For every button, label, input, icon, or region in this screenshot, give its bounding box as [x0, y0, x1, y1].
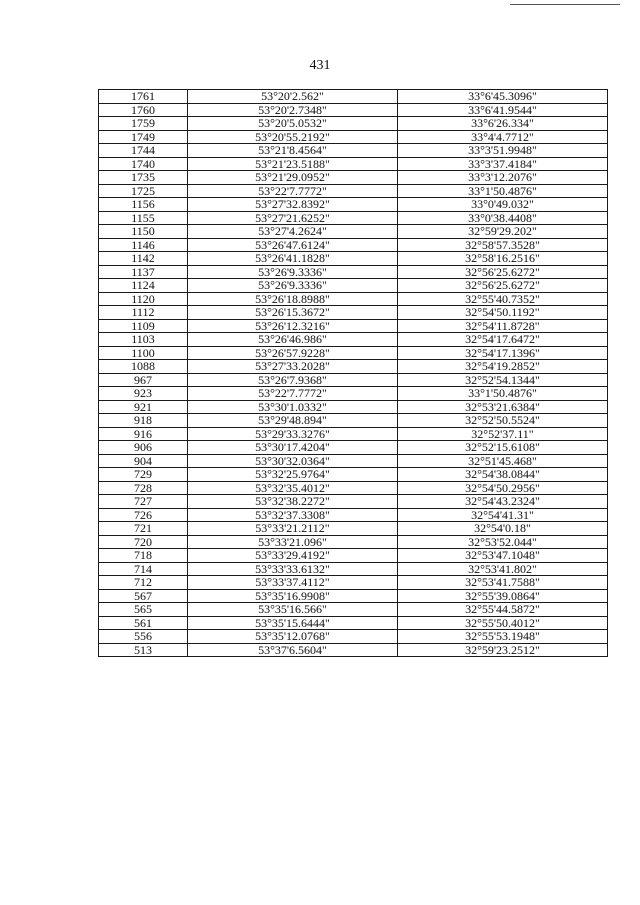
longitude-cell: 33°1'50.4876" — [398, 184, 608, 198]
latitude-cell: 53°20'2.562" — [188, 90, 398, 104]
longitude-cell: 32°54'11.8728" — [398, 319, 608, 333]
table-row — [99, 346, 608, 360]
longitude-cell: 32°53'41.802" — [398, 562, 608, 576]
longitude-cell: 32°54'0.18" — [398, 522, 608, 536]
latitude-cell: 53°26'9.3336" — [188, 265, 398, 279]
longitude-cell: 32°51'45.468" — [398, 454, 608, 468]
table-row — [99, 603, 608, 617]
longitude-cell: 32°52'37.11" — [398, 427, 608, 441]
point-id-cell: 513 — [99, 643, 188, 657]
longitude-cell: 32°53'21.6384" — [398, 400, 608, 414]
latitude-cell: 53°32'38.2272" — [188, 495, 398, 509]
point-id-cell: 916 — [99, 427, 188, 441]
table-row — [99, 184, 608, 198]
table-row — [99, 643, 608, 657]
longitude-cell: 32°58'57.3528" — [398, 238, 608, 252]
point-id-cell: 1156 — [99, 198, 188, 212]
point-id-cell: 561 — [99, 616, 188, 630]
longitude-cell: 32°55'40.7352" — [398, 292, 608, 306]
latitude-cell: 53°26'18.8988" — [188, 292, 398, 306]
table-row — [99, 103, 608, 117]
point-id-cell: 1155 — [99, 211, 188, 225]
longitude-cell: 32°56'25.6272" — [398, 279, 608, 293]
latitude-cell: 53°30'17.4204" — [188, 441, 398, 455]
point-id-cell: 1137 — [99, 265, 188, 279]
table-row — [99, 427, 608, 441]
latitude-cell: 53°27'21.6252" — [188, 211, 398, 225]
point-id-cell: 718 — [99, 549, 188, 563]
longitude-cell: 32°55'39.0864" — [398, 589, 608, 603]
longitude-cell: 33°6'45.3096" — [398, 90, 608, 104]
latitude-cell: 53°26'9.3336" — [188, 279, 398, 293]
longitude-cell: 32°54'50.1192" — [398, 306, 608, 320]
longitude-cell: 33°1'50.4876" — [398, 387, 608, 401]
longitude-cell: 32°56'25.6272" — [398, 265, 608, 279]
point-id-cell: 1100 — [99, 346, 188, 360]
coordinates-table — [98, 89, 608, 657]
table-row — [99, 535, 608, 549]
table-row — [99, 400, 608, 414]
latitude-cell: 53°27'33.2028" — [188, 360, 398, 374]
table-row — [99, 373, 608, 387]
longitude-cell: 32°53'47.1048" — [398, 549, 608, 563]
latitude-cell: 53°20'2.7348" — [188, 103, 398, 117]
table-row — [99, 157, 608, 171]
point-id-cell: 1759 — [99, 117, 188, 131]
longitude-cell: 33°0'38.4408" — [398, 211, 608, 225]
longitude-cell: 32°54'41.31" — [398, 508, 608, 522]
table-row — [99, 454, 608, 468]
table-row — [99, 198, 608, 212]
point-id-cell: 1112 — [99, 306, 188, 320]
longitude-cell: 32°59'29.202" — [398, 225, 608, 239]
latitude-cell: 53°21'8.4564" — [188, 144, 398, 158]
point-id-cell: 918 — [99, 414, 188, 428]
longitude-cell: 33°4'4.7712" — [398, 130, 608, 144]
latitude-cell: 53°33'21.2112" — [188, 522, 398, 536]
latitude-cell: 53°26'46.986" — [188, 333, 398, 347]
latitude-cell: 53°33'33.6132" — [188, 562, 398, 576]
point-id-cell: 567 — [99, 589, 188, 603]
latitude-cell: 53°30'1.0332" — [188, 400, 398, 414]
point-id-cell: 1124 — [99, 279, 188, 293]
longitude-cell: 32°52'15.6108" — [398, 441, 608, 455]
point-id-cell: 721 — [99, 522, 188, 536]
point-id-cell: 1740 — [99, 157, 188, 171]
latitude-cell: 53°35'15.6444" — [188, 616, 398, 630]
longitude-cell: 32°53'41.7588" — [398, 576, 608, 590]
point-id-cell: 906 — [99, 441, 188, 455]
point-id-cell: 1725 — [99, 184, 188, 198]
table-row — [99, 306, 608, 320]
latitude-cell: 53°32'35.4012" — [188, 481, 398, 495]
table-row — [99, 387, 608, 401]
point-id-cell: 1735 — [99, 171, 188, 185]
point-id-cell: 712 — [99, 576, 188, 590]
latitude-cell: 53°29'33.3276" — [188, 427, 398, 441]
longitude-cell: 32°53'52.044" — [398, 535, 608, 549]
latitude-cell: 53°26'12.3216" — [188, 319, 398, 333]
table-row — [99, 589, 608, 603]
point-id-cell: 728 — [99, 481, 188, 495]
table-row — [99, 279, 608, 293]
table-row — [99, 360, 608, 374]
table-row — [99, 495, 608, 509]
longitude-cell: 32°54'17.1396" — [398, 346, 608, 360]
coordinates-table-body — [99, 90, 608, 657]
table-row — [99, 576, 608, 590]
latitude-cell: 53°26'47.6124" — [188, 238, 398, 252]
table-row — [99, 414, 608, 428]
table-row — [99, 333, 608, 347]
latitude-cell: 53°22'7.7772" — [188, 387, 398, 401]
latitude-cell: 53°21'29.0952" — [188, 171, 398, 185]
table-row — [99, 265, 608, 279]
point-id-cell: 1744 — [99, 144, 188, 158]
point-id-cell: 1146 — [99, 238, 188, 252]
latitude-cell: 53°35'12.0768" — [188, 630, 398, 644]
longitude-cell: 33°3'12.2076" — [398, 171, 608, 185]
table-row — [99, 252, 608, 266]
table-row — [99, 292, 608, 306]
longitude-cell: 33°3'37.4184" — [398, 157, 608, 171]
longitude-cell: 32°55'53.1948" — [398, 630, 608, 644]
table-row — [99, 562, 608, 576]
point-id-cell: 921 — [99, 400, 188, 414]
table-row — [99, 211, 608, 225]
longitude-cell: 32°52'54.1344" — [398, 373, 608, 387]
latitude-cell: 53°26'7.9368" — [188, 373, 398, 387]
point-id-cell: 967 — [99, 373, 188, 387]
latitude-cell: 53°26'57.9228" — [188, 346, 398, 360]
point-id-cell: 565 — [99, 603, 188, 617]
latitude-cell: 53°22'7.7772" — [188, 184, 398, 198]
latitude-cell: 53°30'32.0364" — [188, 454, 398, 468]
table-row — [99, 481, 608, 495]
table-row — [99, 441, 608, 455]
latitude-cell: 53°35'16.566" — [188, 603, 398, 617]
table-row — [99, 630, 608, 644]
longitude-cell: 33°6'41.9544" — [398, 103, 608, 117]
table-row — [99, 171, 608, 185]
point-id-cell: 1150 — [99, 225, 188, 239]
longitude-cell: 32°55'44.5872" — [398, 603, 608, 617]
table-row — [99, 549, 608, 563]
table-row — [99, 130, 608, 144]
point-id-cell: 1120 — [99, 292, 188, 306]
longitude-cell: 32°54'38.0844" — [398, 468, 608, 482]
point-id-cell: 1103 — [99, 333, 188, 347]
header-rule — [510, 4, 620, 5]
page-number: 431 — [309, 58, 331, 73]
point-id-cell: 1749 — [99, 130, 188, 144]
longitude-cell: 33°0'49.032" — [398, 198, 608, 212]
table-row — [99, 90, 608, 104]
longitude-cell: 32°55'50.4012" — [398, 616, 608, 630]
table-row — [99, 238, 608, 252]
longitude-cell: 33°3'51.9948" — [398, 144, 608, 158]
latitude-cell: 53°26'41.1828" — [188, 252, 398, 266]
point-id-cell: 556 — [99, 630, 188, 644]
point-id-cell: 1760 — [99, 103, 188, 117]
point-id-cell: 923 — [99, 387, 188, 401]
latitude-cell: 53°27'32.8392" — [188, 198, 398, 212]
point-id-cell: 904 — [99, 454, 188, 468]
table-row — [99, 225, 608, 239]
latitude-cell: 53°21'23.5188" — [188, 157, 398, 171]
longitude-cell: 33°6'26.334" — [398, 117, 608, 131]
longitude-cell: 32°54'43.2324" — [398, 495, 608, 509]
point-id-cell: 727 — [99, 495, 188, 509]
table-row — [99, 117, 608, 131]
table-row — [99, 616, 608, 630]
latitude-cell: 53°35'16.9908" — [188, 589, 398, 603]
longitude-cell: 32°54'50.2956" — [398, 481, 608, 495]
latitude-cell: 53°27'4.2624" — [188, 225, 398, 239]
table-row — [99, 319, 608, 333]
point-id-cell: 1109 — [99, 319, 188, 333]
latitude-cell: 53°37'6.5604" — [188, 643, 398, 657]
latitude-cell: 53°32'37.3308" — [188, 508, 398, 522]
longitude-cell: 32°54'17.6472" — [398, 333, 608, 347]
point-id-cell: 714 — [99, 562, 188, 576]
table-row — [99, 468, 608, 482]
point-id-cell: 1761 — [99, 90, 188, 104]
table-row — [99, 144, 608, 158]
latitude-cell: 53°33'37.4112" — [188, 576, 398, 590]
longitude-cell: 32°58'16.2516" — [398, 252, 608, 266]
longitude-cell: 32°52'50.5524" — [398, 414, 608, 428]
point-id-cell: 720 — [99, 535, 188, 549]
point-id-cell: 1142 — [99, 252, 188, 266]
latitude-cell: 53°32'25.9764" — [188, 468, 398, 482]
latitude-cell: 53°33'29.4192" — [188, 549, 398, 563]
table-row — [99, 522, 608, 536]
latitude-cell: 53°33'21.096" — [188, 535, 398, 549]
point-id-cell: 726 — [99, 508, 188, 522]
table-row — [99, 508, 608, 522]
latitude-cell: 53°20'5.0532" — [188, 117, 398, 131]
latitude-cell: 53°26'15.3672" — [188, 306, 398, 320]
point-id-cell: 1088 — [99, 360, 188, 374]
longitude-cell: 32°59'23.2512" — [398, 643, 608, 657]
point-id-cell: 729 — [99, 468, 188, 482]
latitude-cell: 53°20'55.2192" — [188, 130, 398, 144]
longitude-cell: 32°54'19.2852" — [398, 360, 608, 374]
latitude-cell: 53°29'48.894" — [188, 414, 398, 428]
